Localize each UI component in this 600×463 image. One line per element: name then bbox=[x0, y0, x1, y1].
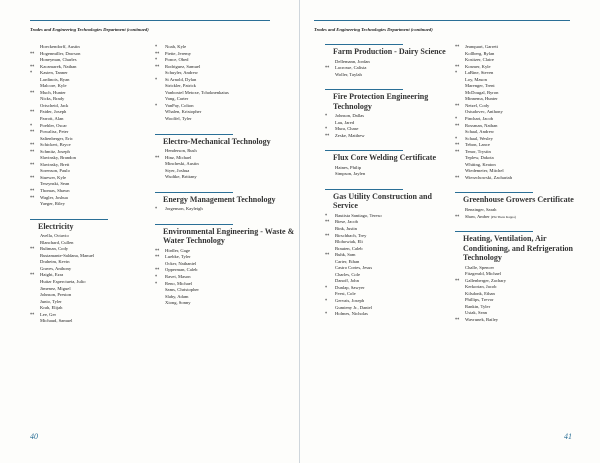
program-title: Energy Management Technology bbox=[163, 194, 276, 204]
program-title: Environmental Engineering - Waste & Water Technology bbox=[163, 226, 295, 246]
name-text: Johnson, Dallas bbox=[335, 113, 365, 119]
name-text: Wagler, Joshua bbox=[40, 194, 68, 200]
honors-mark: ** bbox=[30, 142, 35, 148]
program-title: Electro-Mechanical Technology bbox=[163, 136, 271, 146]
name-text: Netzel, Cody bbox=[465, 102, 490, 108]
honors-mark: ** bbox=[30, 194, 35, 200]
graduate-list bbox=[30, 44, 155, 208]
name-text: Kositzer, Claire bbox=[465, 57, 494, 63]
name-text: Wierzchowski, Zachariah bbox=[465, 174, 513, 180]
program-section bbox=[155, 134, 295, 181]
honors-mark: ** bbox=[325, 65, 330, 71]
page-number: 40 bbox=[30, 432, 38, 441]
honors-mark: ** bbox=[30, 89, 35, 95]
name-text: Vanboxtel Metoxe, Tchoknenkaius bbox=[165, 89, 229, 95]
name-text: Dellemann, Jordan bbox=[335, 58, 370, 64]
graduate-name bbox=[325, 311, 450, 318]
name-text: Mura, Chase bbox=[335, 126, 359, 132]
honors-mark: * bbox=[155, 57, 158, 63]
name-text: Saltenberger, Eric bbox=[40, 135, 73, 141]
top-rule bbox=[314, 20, 570, 21]
honors-mark: * bbox=[325, 311, 328, 317]
right-page-column-2 bbox=[455, 44, 595, 324]
section-rule bbox=[155, 134, 233, 135]
honors-mark: ** bbox=[155, 267, 160, 273]
name-text: St Arnold, Dylan bbox=[165, 76, 197, 82]
page-number: 41 bbox=[564, 432, 572, 441]
name-text: Pinchart, Jacob bbox=[465, 116, 494, 122]
honors-mark: ** bbox=[455, 63, 460, 69]
program-title: Flux Core Welding Certificate bbox=[333, 153, 437, 163]
name-text: Strickler, Patrick bbox=[165, 83, 196, 89]
name-text: Minnema, Hunter bbox=[465, 96, 498, 102]
name-text: Whalen, Kristopher bbox=[165, 109, 202, 115]
honors-mark: ** bbox=[30, 148, 35, 154]
section-rule bbox=[325, 150, 403, 151]
graduate-list bbox=[325, 59, 450, 79]
name-text: Fitzgerald, Michael bbox=[465, 271, 501, 277]
graduate-list bbox=[455, 44, 595, 181]
honors-mark: ** bbox=[455, 102, 460, 108]
name-text: Ustak, Sean bbox=[465, 310, 487, 316]
name-text: Gumieny Jr., Daniel bbox=[335, 304, 372, 310]
name-text: Huitzr Esperciueta, Julio bbox=[40, 279, 86, 284]
name-text: Graves, Anthony bbox=[40, 265, 72, 271]
name-text: Hogenmiller, Dawson bbox=[40, 50, 81, 56]
name-text: Schickert, Bryce bbox=[40, 142, 71, 148]
name-text: Ocker, Nathaniel bbox=[165, 260, 197, 266]
name-text: Thomas, Shawn bbox=[40, 188, 70, 194]
honors-mark: ** bbox=[325, 132, 330, 138]
honors-mark: ** bbox=[30, 311, 35, 317]
section-rule bbox=[30, 219, 108, 220]
honors-mark: ** bbox=[455, 44, 460, 49]
name-text: Biese, Jacob bbox=[335, 219, 358, 225]
name-text: Bustamante-Saldana, Manuel bbox=[40, 252, 95, 258]
graduate-list bbox=[455, 265, 595, 324]
program-section bbox=[455, 44, 595, 181]
name-text: Yaeger, Riley bbox=[40, 201, 65, 207]
name-text: Kasten, Tanner bbox=[40, 70, 68, 76]
running-head: Trades and Engineering Technologies Department (continued) bbox=[30, 27, 149, 32]
graduate-name bbox=[455, 317, 595, 324]
honors-mark: * bbox=[325, 212, 328, 218]
name-text: Haight, Ezra bbox=[40, 272, 64, 278]
honors-mark: * bbox=[155, 44, 158, 49]
name-text: Danoff, John bbox=[335, 278, 359, 284]
running-head: Trades and Engineering Technologies Department (continued) bbox=[314, 27, 433, 32]
section-rule bbox=[325, 44, 403, 45]
honors-mark: * bbox=[155, 76, 158, 82]
section-rule bbox=[455, 192, 533, 193]
name-text: Challe, Spencer bbox=[465, 264, 495, 270]
name-text: Schuyler, Andrew bbox=[165, 70, 198, 76]
section-rule bbox=[155, 224, 233, 225]
name-text: Honeyman, Charles bbox=[40, 57, 77, 63]
honor-society-note: (Phi Theta Kappa) bbox=[490, 214, 516, 219]
graduate-name bbox=[325, 171, 450, 178]
name-text: Jorgenson, Kayleigh bbox=[165, 206, 203, 212]
name-text: Buhk, Sam bbox=[335, 252, 356, 258]
honors-mark: ** bbox=[155, 154, 160, 160]
name-text: Simpson, Jaylen bbox=[335, 171, 366, 177]
graduate-name bbox=[30, 318, 155, 325]
graduate-list bbox=[325, 113, 450, 139]
name-text: Opperman, Caleb bbox=[165, 267, 198, 273]
name-text: Gallenberger, Zachary bbox=[465, 277, 507, 283]
graduate-list bbox=[155, 148, 295, 181]
honors-mark: ** bbox=[30, 109, 35, 115]
name-text: Zeske, Matthew bbox=[335, 132, 365, 138]
program-title: Fire Protection Engineering Technology bbox=[333, 92, 429, 111]
right-page-column-1 bbox=[325, 44, 450, 318]
name-text: Shaw, Amber bbox=[465, 213, 490, 219]
name-text: Loy, Mason bbox=[465, 76, 487, 82]
honors-mark: ** bbox=[325, 219, 330, 225]
graduate-name bbox=[325, 72, 450, 79]
graduate-list bbox=[155, 206, 295, 213]
name-text: Henderson, Rush bbox=[165, 148, 197, 154]
name-text: Reno, Michael bbox=[165, 280, 193, 286]
honors-mark: ** bbox=[455, 316, 460, 322]
name-text: Haines, Philip bbox=[335, 164, 362, 170]
honors-mark: ** bbox=[155, 50, 160, 56]
name-text: Woolfel, Tyler bbox=[165, 116, 192, 122]
name-text: Much, Hunter bbox=[40, 89, 66, 95]
name-text: Lardinois, Ryan bbox=[40, 76, 70, 82]
honors-mark: * bbox=[455, 116, 458, 122]
honors-mark: ** bbox=[455, 213, 460, 219]
name-text: Tenor, Trystin bbox=[465, 148, 491, 154]
graduate-name bbox=[155, 300, 295, 307]
name-text: Rossman, Nathan bbox=[465, 122, 498, 128]
name-text: Kerkorian, Jacob bbox=[465, 284, 497, 290]
honors-mark: ** bbox=[30, 174, 35, 180]
name-text: Slavinsky, Brandon bbox=[40, 155, 76, 161]
name-text: Marenger, Trent bbox=[465, 83, 495, 89]
name-text: Slaby, Adam bbox=[165, 293, 189, 299]
name-text: Wavrunek, Bailey bbox=[465, 316, 499, 322]
right-page bbox=[300, 0, 600, 463]
name-text: Hinz, Michael bbox=[165, 154, 192, 160]
top-rule bbox=[30, 20, 270, 21]
program-title: Farm Production - Dairy Science bbox=[333, 47, 446, 56]
name-text: Malcore, Kyle bbox=[40, 83, 67, 89]
section-rule bbox=[325, 189, 403, 190]
name-text: Bultman, Cody bbox=[40, 246, 69, 252]
honors-mark: * bbox=[155, 206, 158, 212]
section-rule bbox=[455, 231, 533, 232]
name-text: Dunlap, Sawyer bbox=[335, 284, 365, 290]
graduate-list bbox=[325, 213, 450, 318]
name-text: Lau, Jared bbox=[335, 119, 355, 125]
name-text: Styer, Joshua bbox=[165, 167, 190, 173]
graduate-name bbox=[455, 214, 595, 221]
name-text: LaBine, Steven bbox=[465, 70, 494, 76]
name-text: Lee, Ger bbox=[40, 311, 57, 317]
honors-mark: * bbox=[325, 113, 328, 119]
name-text: Gervais, Joseph bbox=[335, 298, 365, 304]
name-text: Brauten, Caleb bbox=[335, 245, 363, 251]
name-text: Jimenez, Miguel bbox=[40, 285, 71, 291]
name-text: Kaczmarek, Nathan bbox=[40, 63, 77, 69]
name-text: Hoeckendorff, Austin bbox=[40, 44, 80, 49]
honors-mark: * bbox=[325, 284, 328, 290]
honors-mark: ** bbox=[30, 161, 35, 167]
name-text: Rankin, Tyler bbox=[465, 303, 491, 309]
name-text: Lacrosse, Calista bbox=[335, 65, 367, 71]
program-section bbox=[325, 44, 450, 78]
program-section bbox=[455, 231, 595, 323]
name-text: Sams, Christopher bbox=[165, 287, 199, 293]
program-title: Gas Utility Construction and Service bbox=[333, 191, 432, 211]
name-text: Kilsdonk, Ethan bbox=[465, 290, 495, 296]
name-text: Poehler, Oscar bbox=[40, 122, 67, 128]
name-text: Johnson, Preston bbox=[40, 292, 72, 298]
program-section bbox=[325, 150, 450, 178]
honors-mark: ** bbox=[455, 277, 460, 283]
name-text: McDougal, Byron bbox=[465, 89, 499, 95]
name-text: Ortscheid, Jack bbox=[40, 102, 69, 108]
honors-mark: ** bbox=[30, 129, 35, 135]
name-text: Stuewer, Kyle bbox=[40, 174, 67, 180]
honors-mark: * bbox=[30, 122, 33, 128]
name-text: Birschbach, Trey bbox=[335, 232, 367, 238]
name-text: Draheim, Kevin bbox=[40, 259, 70, 265]
section-rule bbox=[325, 89, 403, 90]
honors-mark: ** bbox=[155, 63, 160, 69]
honors-mark: * bbox=[325, 126, 328, 132]
program-section bbox=[155, 192, 295, 213]
name-text: Jeanquart, Garrett bbox=[465, 44, 498, 49]
name-text: Wudtke, Brittany bbox=[165, 174, 197, 180]
program-section bbox=[30, 219, 155, 325]
honors-mark: ** bbox=[455, 148, 460, 154]
program-title: Heating, Ventilation, Air Conditioning, and Refrigeration Technology bbox=[463, 234, 574, 263]
name-text: Bautista Santiago, Tereso bbox=[335, 212, 382, 218]
graduate-list bbox=[325, 165, 450, 178]
honors-mark: * bbox=[155, 280, 158, 286]
program-section bbox=[325, 89, 450, 139]
program-section bbox=[30, 44, 155, 208]
honors-mark: * bbox=[455, 135, 458, 141]
name-text: Blohowiak, Eli bbox=[335, 239, 363, 245]
name-text: Mincheski, Austin bbox=[165, 161, 199, 167]
name-text: Krah, Elijah bbox=[40, 305, 63, 311]
program-section bbox=[455, 192, 595, 220]
honors-mark: * bbox=[30, 70, 33, 76]
name-text: Terzynski, Sean bbox=[40, 181, 70, 187]
name-text: Castro Cortes, Jesus bbox=[335, 265, 373, 271]
name-text: Rodriguez, Samuel bbox=[165, 63, 201, 69]
name-text: Piette, Jeremy bbox=[165, 50, 192, 56]
name-text: Kollberg, Rylan bbox=[465, 50, 495, 56]
program-title: Greenhouse Growers Certificate bbox=[463, 195, 574, 205]
honors-mark: ** bbox=[155, 247, 160, 253]
honors-mark: ** bbox=[30, 188, 35, 194]
name-text: Holmes, Nicholas bbox=[335, 311, 368, 317]
name-text: Feest, Cole bbox=[335, 291, 356, 297]
name-text: Wiedemeier, Mitchel bbox=[465, 168, 504, 174]
name-text: Noah, Kyle bbox=[165, 44, 187, 49]
honors-mark: ** bbox=[30, 272, 35, 278]
graduate-name bbox=[155, 174, 295, 181]
name-text: Phillips, Trevor bbox=[465, 297, 494, 303]
name-text: Schaal, Andrew bbox=[465, 129, 495, 135]
graduate-list bbox=[455, 207, 595, 220]
left-page-column-1 bbox=[30, 44, 155, 325]
program-section bbox=[155, 44, 295, 123]
name-text: Vang, Carter bbox=[165, 96, 189, 102]
name-text: Parrott, Alan bbox=[40, 116, 64, 122]
name-text: Sorenson, Paulo bbox=[40, 168, 70, 174]
honors-mark: * bbox=[155, 102, 158, 108]
name-text: Kosmer, Kyle bbox=[465, 63, 491, 69]
honors-mark: ** bbox=[455, 174, 460, 180]
honors-mark: * bbox=[155, 274, 158, 280]
left-page-column-2 bbox=[155, 44, 295, 307]
name-text: Xiong, Sonny bbox=[165, 300, 191, 306]
name-text: Luebke, Tyler bbox=[165, 254, 191, 260]
name-text: Woller, Taylah bbox=[335, 71, 362, 77]
graduate-list bbox=[155, 248, 295, 307]
name-text: Ostudovec, Anthony bbox=[465, 109, 503, 115]
name-text: Ponce, Obed bbox=[165, 57, 189, 63]
graduate-list bbox=[155, 44, 295, 123]
name-text: Blanchard, Cullen bbox=[40, 239, 74, 245]
name-text: Charles, Cole bbox=[335, 271, 361, 277]
name-text: Schmitz, Joseph bbox=[40, 148, 70, 154]
program-section bbox=[325, 189, 450, 318]
name-text: VanPay, Colton bbox=[165, 102, 194, 108]
name-text: Whiting, Keaton bbox=[465, 161, 496, 167]
graduate-name bbox=[30, 201, 155, 208]
name-text: Benzinger, Sarah bbox=[465, 206, 497, 212]
name-text: Hirdler, Gage bbox=[165, 247, 191, 253]
name-text: Bink, Justin bbox=[335, 226, 357, 232]
graduate-name bbox=[155, 116, 295, 123]
section-rule bbox=[155, 192, 233, 193]
name-text: Carter, Ethan bbox=[335, 258, 360, 264]
name-text: Nicks, Brady bbox=[40, 96, 65, 102]
name-text: Michaud, Samuel bbox=[40, 318, 73, 324]
honors-mark: ** bbox=[155, 254, 160, 260]
name-text: Slavinsky, Brett bbox=[40, 161, 70, 167]
name-text: Teplew, Dakota bbox=[465, 155, 494, 161]
name-text: Junio, Tyler bbox=[40, 298, 62, 304]
honors-mark: ** bbox=[30, 50, 35, 56]
honors-mark: * bbox=[455, 70, 458, 76]
honors-mark: ** bbox=[325, 252, 330, 258]
graduate-name bbox=[155, 206, 295, 213]
program-section bbox=[155, 224, 295, 307]
program-title: Electricity bbox=[38, 221, 74, 231]
graduate-list bbox=[30, 233, 155, 325]
name-text: Paider, Joseph bbox=[40, 109, 67, 115]
honors-mark: * bbox=[325, 298, 328, 304]
honors-mark: ** bbox=[455, 122, 460, 128]
graduate-name bbox=[325, 133, 450, 140]
honors-mark: ** bbox=[30, 246, 35, 252]
name-text: Schaal, Wesley bbox=[465, 135, 493, 141]
graduate-name bbox=[455, 175, 595, 182]
honors-mark: ** bbox=[455, 142, 460, 148]
honors-mark: ** bbox=[30, 63, 35, 69]
honors-mark: ** bbox=[325, 232, 330, 238]
name-text: Ravet, Mason bbox=[165, 274, 191, 280]
name-text: Avella, Octavio bbox=[40, 233, 69, 239]
name-text: Powalisz, Peter bbox=[40, 129, 69, 135]
name-text: Tebon, Lance bbox=[465, 142, 490, 148]
